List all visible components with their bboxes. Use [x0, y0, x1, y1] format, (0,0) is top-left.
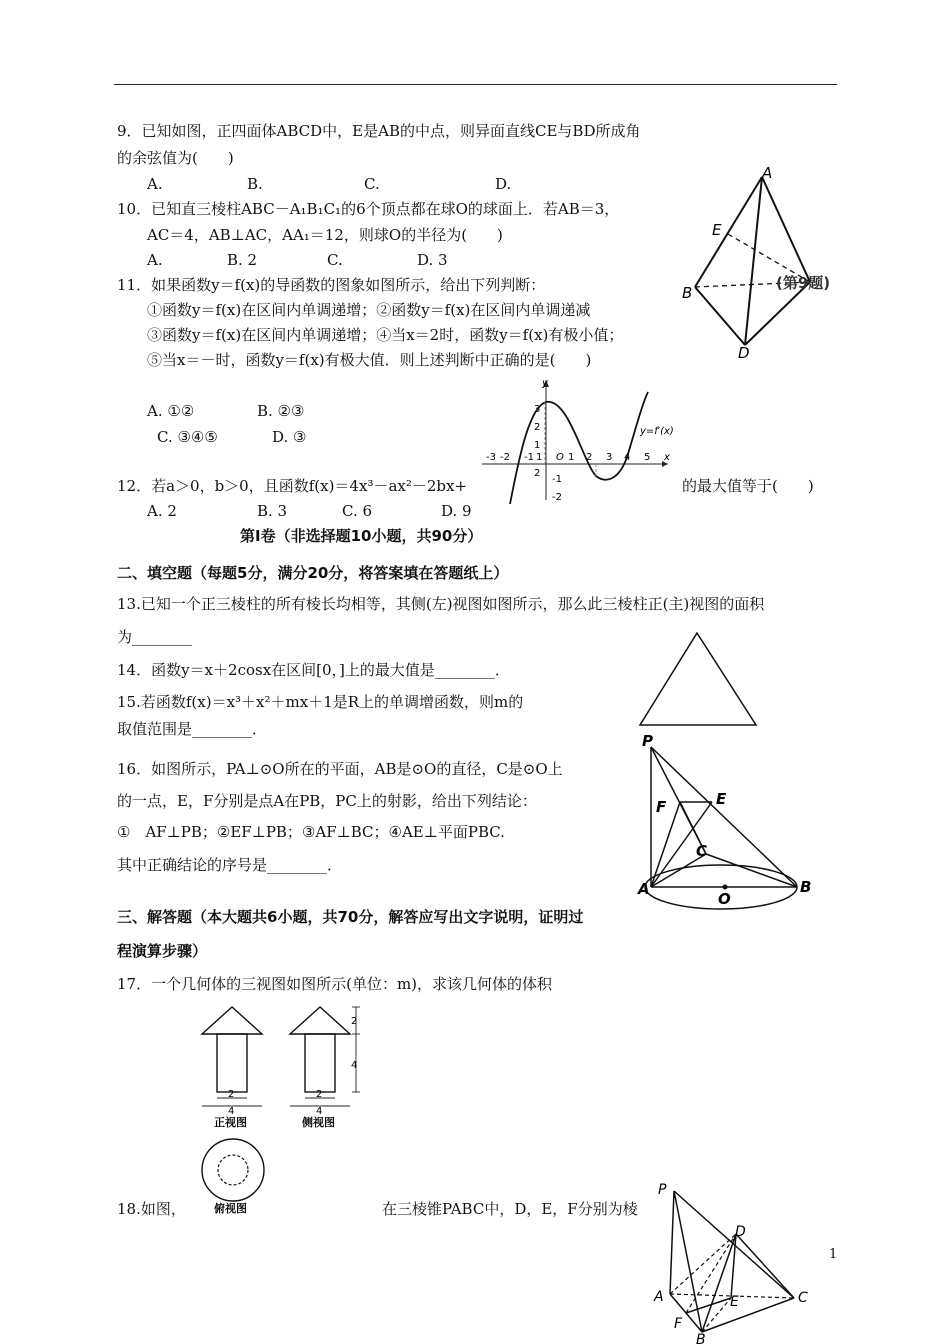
q11-option-a: A. ①②	[147, 402, 195, 420]
q16-label-p: P	[642, 732, 653, 750]
y-tick-neg2: -2	[552, 492, 562, 503]
q9-line1: 9．已知如图，正四面体ABCD中，E是AB的中点，则异面直线CE与BD所成角	[117, 122, 641, 140]
q16-label-f: F	[656, 798, 667, 816]
q11-line4: ⑤当x＝－时，函数y＝f(x)有极大值．则上述判断中正确的是( )	[147, 351, 592, 369]
q11-line2: ①函数y＝f(x)在区间内单调递增；②函数y＝f(x)在区间内单调递减	[147, 301, 591, 319]
section-3-heading-line1: 三、解答题（本大题共6小题，共70分，解答应写出文字说明，证明过	[117, 908, 584, 926]
y-axis-label: y	[542, 378, 548, 389]
q11-line3: ③函数y＝f(x)在区间内单调递增；④当x＝2时，函数y＝f(x)有极小值；	[147, 326, 624, 344]
q9-tetrahedron-figure	[670, 160, 860, 365]
q18-label-c: C	[798, 1290, 808, 1306]
x-tick-neg3: -3	[486, 452, 496, 463]
section-2-heading: 二、填空题（每题5分，满分20分，将答案填在答题纸上）	[117, 564, 509, 582]
q10-option-b: B. 2	[227, 251, 258, 269]
q18-label-a: A	[654, 1289, 664, 1305]
q9-label-a: A	[762, 164, 773, 182]
header-rule	[114, 84, 837, 85]
q16-line3: ① AF⊥PB；②EF⊥PB；③AF⊥BC；④AE⊥平面PBC.	[117, 823, 505, 841]
q16-line2: 的一点，E，F分别是点A在PB，PC上的射影，给出下列结论：	[117, 792, 537, 810]
q18-label-d: D	[735, 1224, 746, 1240]
q17-three-views-figure	[196, 1002, 368, 1218]
q10-line1: 10．已知直三棱柱ABC－A₁B₁C₁的6个顶点都在球O的球面上．若AB＝3，	[117, 200, 620, 218]
q18-pyramid-figure	[646, 1176, 816, 1344]
q10-option-a: A.	[147, 251, 163, 269]
y-tick-3: 3	[534, 404, 541, 415]
q9-option-c: C.	[364, 175, 380, 193]
q16-line4: 其中正确结论的序号是________．	[117, 856, 343, 874]
q16-label-c: C	[696, 842, 708, 860]
q14-line1: 14．函数y＝x＋2cosx在区间[0，]上的最大值是________．	[117, 661, 510, 679]
origin-label: O	[556, 452, 564, 463]
q16-label-o: O	[718, 890, 731, 908]
q18-label-e: E	[730, 1294, 739, 1310]
x-tick-4: 4	[624, 452, 631, 463]
y-tick-neg1: -1	[552, 474, 562, 485]
x-tick-neg1: -1	[524, 452, 534, 463]
q18-label-f: F	[674, 1316, 683, 1332]
x-tick-neg2: -2	[500, 452, 510, 463]
x-tick-extra1: 1	[536, 452, 543, 463]
q18-line-a: 18.如图，	[117, 1200, 186, 1218]
q9-line2: 的余弦值为( )	[117, 149, 234, 167]
y-tick-extra2: 2	[534, 468, 541, 479]
x-tick-1: 1	[568, 452, 575, 463]
q12-option-c: C. 6	[342, 502, 373, 520]
q12-option-b: B. 3	[257, 502, 288, 520]
x-tick-5: 5	[644, 452, 651, 463]
q16-label-a: A	[638, 880, 650, 898]
q18-label-b: B	[696, 1332, 706, 1344]
q17-side-outer-dim: 4	[316, 1106, 323, 1117]
q17-top-height-dim: 2	[351, 1016, 358, 1027]
q17-top-view-label: 俯视图	[214, 1202, 247, 1215]
q17-side-view-label: 侧视图	[302, 1116, 335, 1129]
q13-side-view-triangle	[636, 628, 760, 730]
q17-side-inner-dim: 2	[316, 1089, 323, 1100]
q17-body-height-dim: 4	[351, 1060, 358, 1071]
x-tick-2: 2	[586, 452, 593, 463]
q16-cone-figure	[632, 732, 817, 912]
q13-line1: 13.已知一个正三棱柱的所有棱长均相等，其侧(左)视图如图所示，那么此三棱柱正(主)视图的面积	[117, 595, 765, 613]
q18-line-b: 在三棱锥PABC中，D，E，F分别为棱	[382, 1200, 638, 1218]
q10-option-c: C.	[327, 251, 343, 269]
q9-option-b: B.	[247, 175, 263, 193]
q17-front-outer-dim: 4	[228, 1106, 235, 1117]
q9-label-b: B	[682, 284, 693, 302]
q12-option-d: D. 9	[441, 502, 472, 520]
q9-label-e: E	[712, 221, 722, 239]
q12-option-a: A. 2	[147, 502, 177, 520]
page-number: 1	[829, 1247, 838, 1262]
q11-option-b: B. ②③	[257, 402, 305, 420]
q11-option-c: C. ③④⑤	[157, 428, 218, 446]
curve-label: y=f′(x)	[640, 426, 674, 437]
x-axis-label: x	[664, 452, 670, 463]
q12-line1b: 的最大值等于( )	[682, 477, 814, 495]
q17-front-inner-dim: 2	[228, 1089, 235, 1100]
q9-label-d: D	[738, 344, 750, 362]
q10-line2: AC＝4，AB⊥AC，AA₁＝12，则球O的半径为( )	[147, 226, 503, 244]
q11-option-d: D. ③	[272, 428, 307, 446]
x-tick-3: 3	[606, 452, 613, 463]
q16-line1: 16．如图所示，PA⊥⊙O所在的平面，AB是⊙O的直径，C是⊙O上	[117, 760, 563, 778]
q12-line1a: 12．若a＞0，b＞0，且函数f(x)＝4x³－ax²－2bx+	[117, 477, 468, 495]
q11-line1: 11．如果函数y＝f(x)的导函数的图象如图所示，给出下列判断：	[117, 276, 546, 294]
q17-front-view-label: 正视图	[214, 1116, 247, 1129]
q11-derivative-graph	[478, 372, 678, 507]
q15-line1: 15.若函数f(x)＝x³＋x²＋mx＋1是R上的单调增函数，则m的	[117, 693, 524, 711]
q16-label-e: E	[716, 790, 727, 808]
q9-caption: (第9题)	[776, 274, 831, 292]
q9-option-a: A.	[147, 175, 163, 193]
y-tick-2: 2	[534, 422, 541, 433]
q15-line2: 取值范围是________．	[117, 720, 268, 738]
q16-label-b: B	[800, 878, 812, 896]
q13-line2: 为________	[117, 628, 193, 646]
y-tick-1: 1	[534, 440, 541, 451]
q17-line1: 17．一个几何体的三视图如图所示(单位：m)，求该几何体的体积	[117, 975, 553, 993]
q18-label-p: P	[658, 1182, 667, 1198]
section-3-heading-line2: 程演算步骤）	[117, 942, 208, 960]
section-i-heading: 第Ⅰ卷（非选择题10小题，共90分）	[240, 527, 483, 545]
q10-option-d: D. 3	[417, 251, 448, 269]
q9-option-d: D.	[495, 175, 512, 193]
